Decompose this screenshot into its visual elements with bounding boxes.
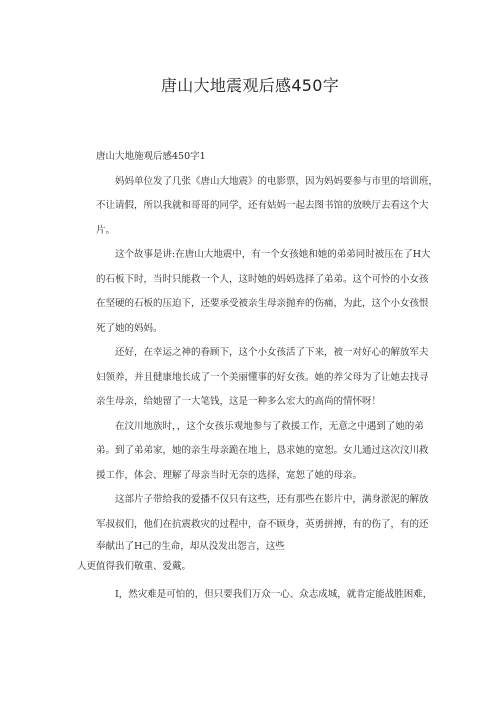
paragraph-line: 死了她的妈妈。: [96, 322, 163, 334]
section-heading: [96, 145, 434, 170]
paragraph-line: 片。: [96, 224, 116, 236]
paragraph-line: 还好，在幸运之神的眷顾下，这个小女孩活了下来，被一对好心的解放军夫: [115, 347, 429, 358]
paragraph-line: 弟。到了弟弟家，她的亲生母亲跪在地上，恳求她的宽恕。女儿通过这次汶川救: [96, 445, 429, 456]
paragraph-line: 援工作，体会、理解了母亲当时无奈的选择，宽恕了她的母亲。: [96, 469, 363, 481]
paragraph-line: 奉献出了H己的生命，却从没发出怨言，这些: [96, 541, 285, 552]
paragraph-line: 不让请假，所以我就和哥哥的同学，还有姑妈一起去图书馆的放映厅去看这个大: [96, 200, 429, 211]
section-heading-text: 唐山大地施观后感450字1: [96, 151, 206, 162]
paragraph-line: 亲生母亲，给她留了一大笔钱，这是一种多么宏大的高尚的情怀呀！: [96, 396, 382, 407]
paragraph-line: 的石板下时，当时只能救一个人，这时她的妈妈选择了弟弟。这个可怜的小女孩: [96, 273, 429, 285]
paragraph-2: [96, 243, 434, 341]
paragraph-line: 军叔叔们，他们在抗震救灾的过程中，奋不顾身，英勇拼搏，有的伤了，有的还: [96, 518, 429, 530]
paragraph-line: 人更值得我们敬重、爱戴。: [77, 561, 192, 572]
paragraph-line: I，然灾难是可怕的，但只要我们万众一心、众志成城，就肯定能战胜困难，: [115, 589, 433, 600]
paragraph-line: 在坚硬的石板的压迫下，还要承受被亲生母亲抛弃的伤痛，为此，这个小女孩恨: [96, 298, 429, 309]
document-title: 唐山大地震观后感450字: [160, 76, 340, 95]
paragraph-4: [96, 415, 434, 489]
document-body: [77, 145, 439, 608]
paragraph-1: [96, 170, 439, 244]
paragraph-3: [96, 341, 434, 415]
paragraph-line: 妈妈单位发了几张《唐山大地震》的电影票，因为妈妈要参与市里的培训班，: [115, 175, 439, 187]
paragraph-line: 妇领养，并且健康地长成了一个美丽懂事的好女孩。她的养父母为了让她去找寻: [96, 371, 429, 383]
paragraph-5: [77, 488, 434, 577]
paragraph-line: 这个故事是讲:在唐山大地震中，有一个女孩她和她的弟弟同时被压在了H大: [115, 249, 431, 260]
paragraph-line: 这部片子带给我的爱播不仅只有这些，还有那些在影片中，满身淤泥的解放: [115, 494, 429, 505]
paragraph-line: 在汶川地族时，，这个女孩乐观地参与了救援工作，无意之中遇到了她的弟: [115, 420, 424, 432]
paragraph-6: [96, 583, 434, 608]
